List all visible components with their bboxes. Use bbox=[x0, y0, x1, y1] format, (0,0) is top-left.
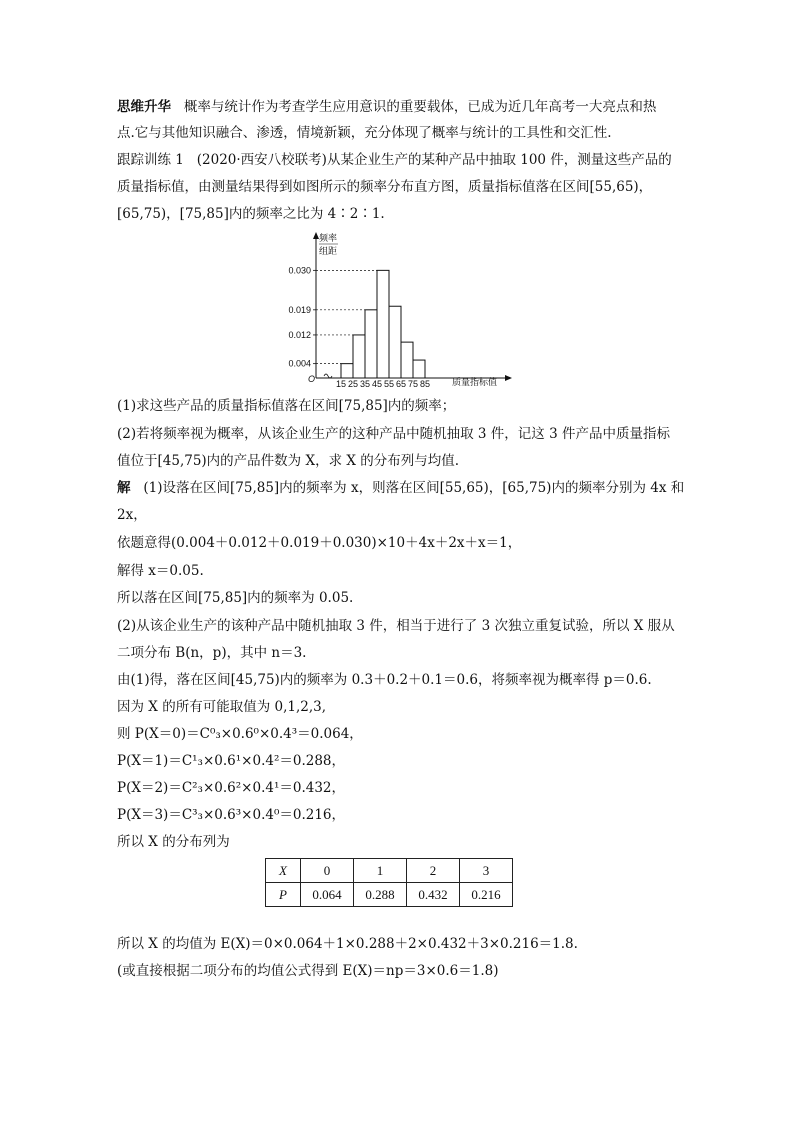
intro-text-1: 概率与统计作为考查学生应用意识的重要载体，已成为近几年高考一大亮点和热 bbox=[183, 99, 657, 115]
x-tick-label: 35 bbox=[359, 379, 371, 389]
intro-line-2: 点.它与其他知识融合、渗透，情境新颖，充分体现了概率与统计的工具性和交汇性. bbox=[117, 125, 612, 141]
solution-line-9: 因为 X 的所有可能取值为 0,1,2,3, bbox=[117, 699, 327, 715]
table-cell: 2 bbox=[407, 859, 460, 883]
solution-line-6: (2)从该企业生产的该种产品中随机抽取 3 件，相当于进行了 3 次独立重复试验，所以 X 服从 bbox=[117, 618, 675, 634]
histogram-bar bbox=[401, 342, 413, 378]
solution-line-5: 所以落在区间[75,85]内的频率为 0.05. bbox=[117, 590, 354, 606]
solution-line-10: 则 P(X＝0)＝C⁰₃×0.6⁰×0.4³＝0.064， bbox=[117, 726, 363, 742]
distribution-table bbox=[265, 858, 513, 907]
solution-line-4: 解得 x＝0.05. bbox=[117, 563, 204, 579]
x-tick-label: 75 bbox=[407, 379, 419, 389]
exercise-line-1 bbox=[117, 151, 672, 169]
exercise-text-1: (2020·西安八校联考)从某企业生产的某种产品中抽取 100 件，测量这些产品的 bbox=[196, 152, 672, 168]
solution-line-1 bbox=[117, 479, 684, 497]
table-cell: 0.064 bbox=[301, 883, 354, 907]
x-tick-label: 55 bbox=[383, 379, 395, 389]
solution-line-11: P(X＝1)＝C¹₃×0.6¹×0.4²＝0.288， bbox=[117, 753, 346, 769]
x-tick-label: 15 bbox=[335, 379, 347, 389]
solution-line-2: 2x， bbox=[117, 507, 147, 523]
solution-line-12: P(X＝2)＝C²₃×0.6²×0.4¹＝0.432， bbox=[117, 780, 346, 796]
y-tick-label: 0.012 bbox=[288, 329, 311, 340]
y-tick-label: 0.004 bbox=[288, 358, 311, 369]
intro-title: 思维升华 bbox=[117, 99, 171, 115]
x-axis-arrow-icon bbox=[505, 375, 512, 381]
y-axis-label-bottom: 组距 bbox=[319, 246, 338, 256]
solution-line-13: P(X＝3)＝C³₃×0.6³×0.4⁰＝0.216， bbox=[117, 807, 346, 823]
table-cell: 3 bbox=[460, 859, 513, 883]
table-cell: 0.432 bbox=[407, 883, 460, 907]
table-cell: 0 bbox=[301, 859, 354, 883]
table-cell: X bbox=[266, 859, 301, 883]
table-cell: 1 bbox=[354, 859, 407, 883]
axis-break-icon bbox=[324, 374, 332, 378]
table-cell: 0.288 bbox=[354, 883, 407, 907]
exercise-line-3: [65,75)，[75,85]内的频率之比为 4∶2∶1. bbox=[117, 206, 385, 222]
y-axis-label-top: 频率 bbox=[319, 233, 338, 243]
y-tick-label: 0.019 bbox=[288, 304, 311, 315]
exercise-line-2: 质量指标值，由测量结果得到如图所示的频率分布直方图，质量指标值落在区间[55,65)， bbox=[117, 179, 653, 195]
solution-line-14: 所以 X 的分布列为 bbox=[117, 834, 230, 850]
intro-line-1 bbox=[117, 98, 656, 116]
y-tick-label: 0.030 bbox=[288, 265, 311, 276]
solution-line-3: 依题意得(0.004＋0.012＋0.019＋0.030)×10＋4x＋2x＋x＝1， bbox=[117, 535, 522, 551]
question-2-line-1: (2)若将频率视为概率，从该企业生产的这种产品中随机抽取 3 件，记这 3 件产品中质量指标 bbox=[117, 426, 670, 442]
solution-line-7: 二项分布 B(n，p)，其中 n＝3. bbox=[117, 645, 307, 661]
table-row bbox=[266, 859, 513, 883]
histogram-bar bbox=[353, 335, 365, 378]
x-axis-label: 质量指标值 bbox=[452, 377, 498, 387]
x-tick-label: 65 bbox=[395, 379, 407, 389]
question-1: (1)求这些产品的质量指标值落在区间[75,85]内的频率； bbox=[117, 398, 456, 414]
solution-label: 解 bbox=[117, 480, 131, 496]
table-row bbox=[266, 883, 513, 907]
question-2-line-2: 值位于[45,75)内的产品件数为 X，求 X 的分布列与均值. bbox=[117, 453, 460, 469]
x-tick-label: 45 bbox=[371, 379, 383, 389]
solution-text-1: (1)设落在区间[75,85]内的频率为 x，则落在区间[55,65)，[65,75)内的频率分别为 4x 和 bbox=[143, 480, 685, 496]
solution-line-15: 所以 X 的均值为 E(X)＝0×0.064＋1×0.288＋2×0.432＋3×0.216＝1.8. bbox=[117, 936, 578, 952]
solution-line-8: 由(1)得，落在区间[45,75)内的频率为 0.3＋0.2＋0.1＝0.6，将频率视为概率得 p＝0.6. bbox=[117, 672, 652, 688]
histogram-bar bbox=[341, 364, 353, 378]
histogram-bar bbox=[389, 306, 401, 378]
frequency-histogram bbox=[280, 230, 520, 390]
origin-label: O bbox=[308, 374, 316, 384]
histogram-bar bbox=[377, 270, 389, 378]
exercise-label: 跟踪训练 1 bbox=[117, 152, 184, 168]
x-tick-label: 85 bbox=[419, 379, 431, 389]
histogram-bar bbox=[413, 360, 425, 378]
x-tick-label: 25 bbox=[347, 379, 359, 389]
solution-line-16: (或直接根据二项分布的均值公式得到 E(X)＝np＝3×0.6＝1.8) bbox=[117, 963, 499, 979]
table-cell: 0.216 bbox=[460, 883, 513, 907]
histogram-bar bbox=[365, 310, 377, 378]
table-cell: P bbox=[266, 883, 301, 907]
